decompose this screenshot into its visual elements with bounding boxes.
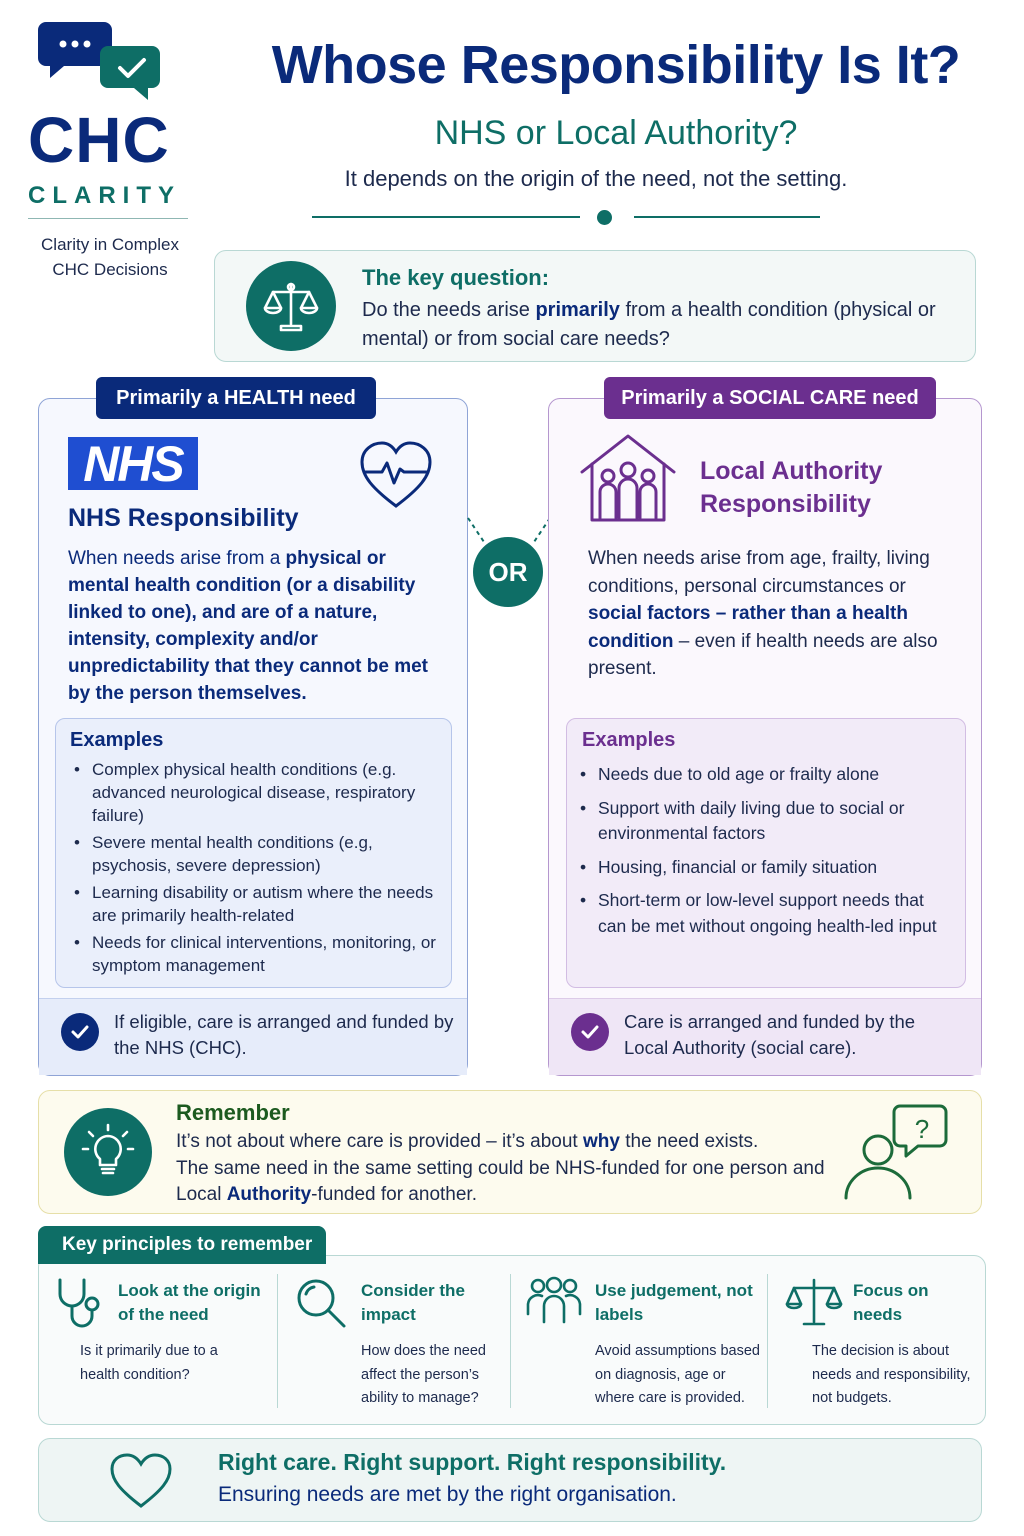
heart-icon <box>108 1452 174 1510</box>
list-item: • Support with daily living due to social or environmental factors <box>576 796 946 847</box>
scales-icon <box>246 261 336 351</box>
social-care-need-pill: Primarily a SOCIAL CARE need <box>604 377 936 419</box>
brand-logo <box>26 16 196 279</box>
nhs-title: NHS Responsibility <box>68 504 299 532</box>
social-examples-list <box>576 762 946 947</box>
nhs-description: When needs arise from a physical or mental health condition (or a disability linked to one), and are of a nature, intensity, complexity and/or unpredictability that they cannot be met by the person themselves. <box>68 548 428 704</box>
person-question-icon <box>838 1100 950 1204</box>
principle-title: Use judgement, not labels <box>595 1281 753 1324</box>
key-question-title: The key question: <box>362 265 550 290</box>
check-icon <box>61 1013 99 1051</box>
logo-tagline: Clarity in Complex CHC Decisions <box>41 235 179 279</box>
social-examples-title: Examples <box>582 729 676 751</box>
key-question-text: Do the needs arise primarily from a health condition (physical or mental) or from social care needs? <box>362 299 936 350</box>
list-item: • Housing, financial or family situation <box>576 855 946 881</box>
health-examples-list <box>70 758 440 981</box>
scales-icon <box>784 1276 844 1330</box>
social-outcome-text: Care is arranged and funded by the Local Authority (social care). <box>624 1011 916 1058</box>
local-authority-title: Local Authority Responsibility <box>700 457 883 518</box>
principles-title: Key principles to remember <box>38 1226 326 1264</box>
footer-subline: Ensuring needs are met by the right organisation. <box>218 1483 677 1506</box>
logo-divider <box>28 218 188 219</box>
family-house-icon <box>578 432 678 524</box>
principle-title: Look at the origin of the need <box>118 1281 261 1324</box>
divider-dot <box>597 210 612 225</box>
list-item: • Complex physical health conditions (e.g. advanced neurological disease, respiratory failure) <box>70 758 440 827</box>
divider-right <box>634 216 820 218</box>
divider-left <box>312 216 580 218</box>
page-subtitle: NHS or Local Authority? <box>434 114 798 152</box>
principle-text: Is it primarily due to a health condition? <box>80 1343 218 1383</box>
list-item: • Needs due to old age or frailty alone <box>576 762 946 788</box>
or-badge: OR <box>473 537 543 607</box>
heartbeat-icon <box>358 440 434 512</box>
list-item: • Needs for clinical interventions, monitoring, or symptom management <box>70 931 440 977</box>
chat-bubbles-icon <box>26 16 196 108</box>
lightbulb-icon <box>64 1108 152 1196</box>
divider <box>510 1274 511 1408</box>
magnifier-icon <box>294 1276 350 1332</box>
health-examples-title: Examples <box>70 729 164 751</box>
svg-text:?: ? <box>914 1114 930 1144</box>
local-authority-description: When needs arise from age, frailty, living conditions, personal circumstances or social factors – rather than a health condition – even if health needs are also present. <box>588 548 938 679</box>
list-item: • Short-term or low-level support needs that can be met without ongoing health-led input <box>576 888 946 939</box>
list-item: • Learning disability or autism where the needs are primarily health-related <box>70 881 440 927</box>
people-icon <box>525 1276 583 1328</box>
health-outcome-text: If eligible, care is arranged and funded by the NHS (CHC). <box>114 1011 454 1058</box>
nhs-logo: NHS <box>68 437 198 490</box>
principle-text: Avoid assumptions based on diagnosis, age or where care is provided. <box>595 1343 760 1406</box>
health-need-pill: Primarily a HEALTH need <box>96 377 376 419</box>
page-title: Whose Responsibility Is It? <box>271 35 961 95</box>
principle-text: The decision is about needs and responsibility, not budgets. <box>812 1343 971 1406</box>
principle-title: Consider the impact <box>361 1281 465 1324</box>
logo-chc: CHC <box>28 104 170 176</box>
principle-text: How does the need affect the person’s ability to manage? <box>361 1343 486 1406</box>
divider <box>277 1274 278 1408</box>
logo-clarity: CLARITY <box>28 182 181 209</box>
stethoscope-icon <box>52 1276 106 1334</box>
remember-text: It’s not about where care is provided – it’s about why the need exists. The same need in the same setting could be NHS-funded for one person and Local Authority-funded for another. <box>176 1131 825 1205</box>
footer-slogan: Right care. Right support. Right responsibility. <box>218 1449 727 1475</box>
divider <box>767 1274 768 1408</box>
list-item: • Severe mental health conditions (e.g, psychosis, severe depression) <box>70 831 440 877</box>
remember-title: Remember <box>176 1100 290 1125</box>
check-icon <box>571 1013 609 1051</box>
page-tagline: It depends on the origin of the need, not the setting. <box>344 166 848 191</box>
principle-title: Focus on needs <box>853 1281 929 1324</box>
